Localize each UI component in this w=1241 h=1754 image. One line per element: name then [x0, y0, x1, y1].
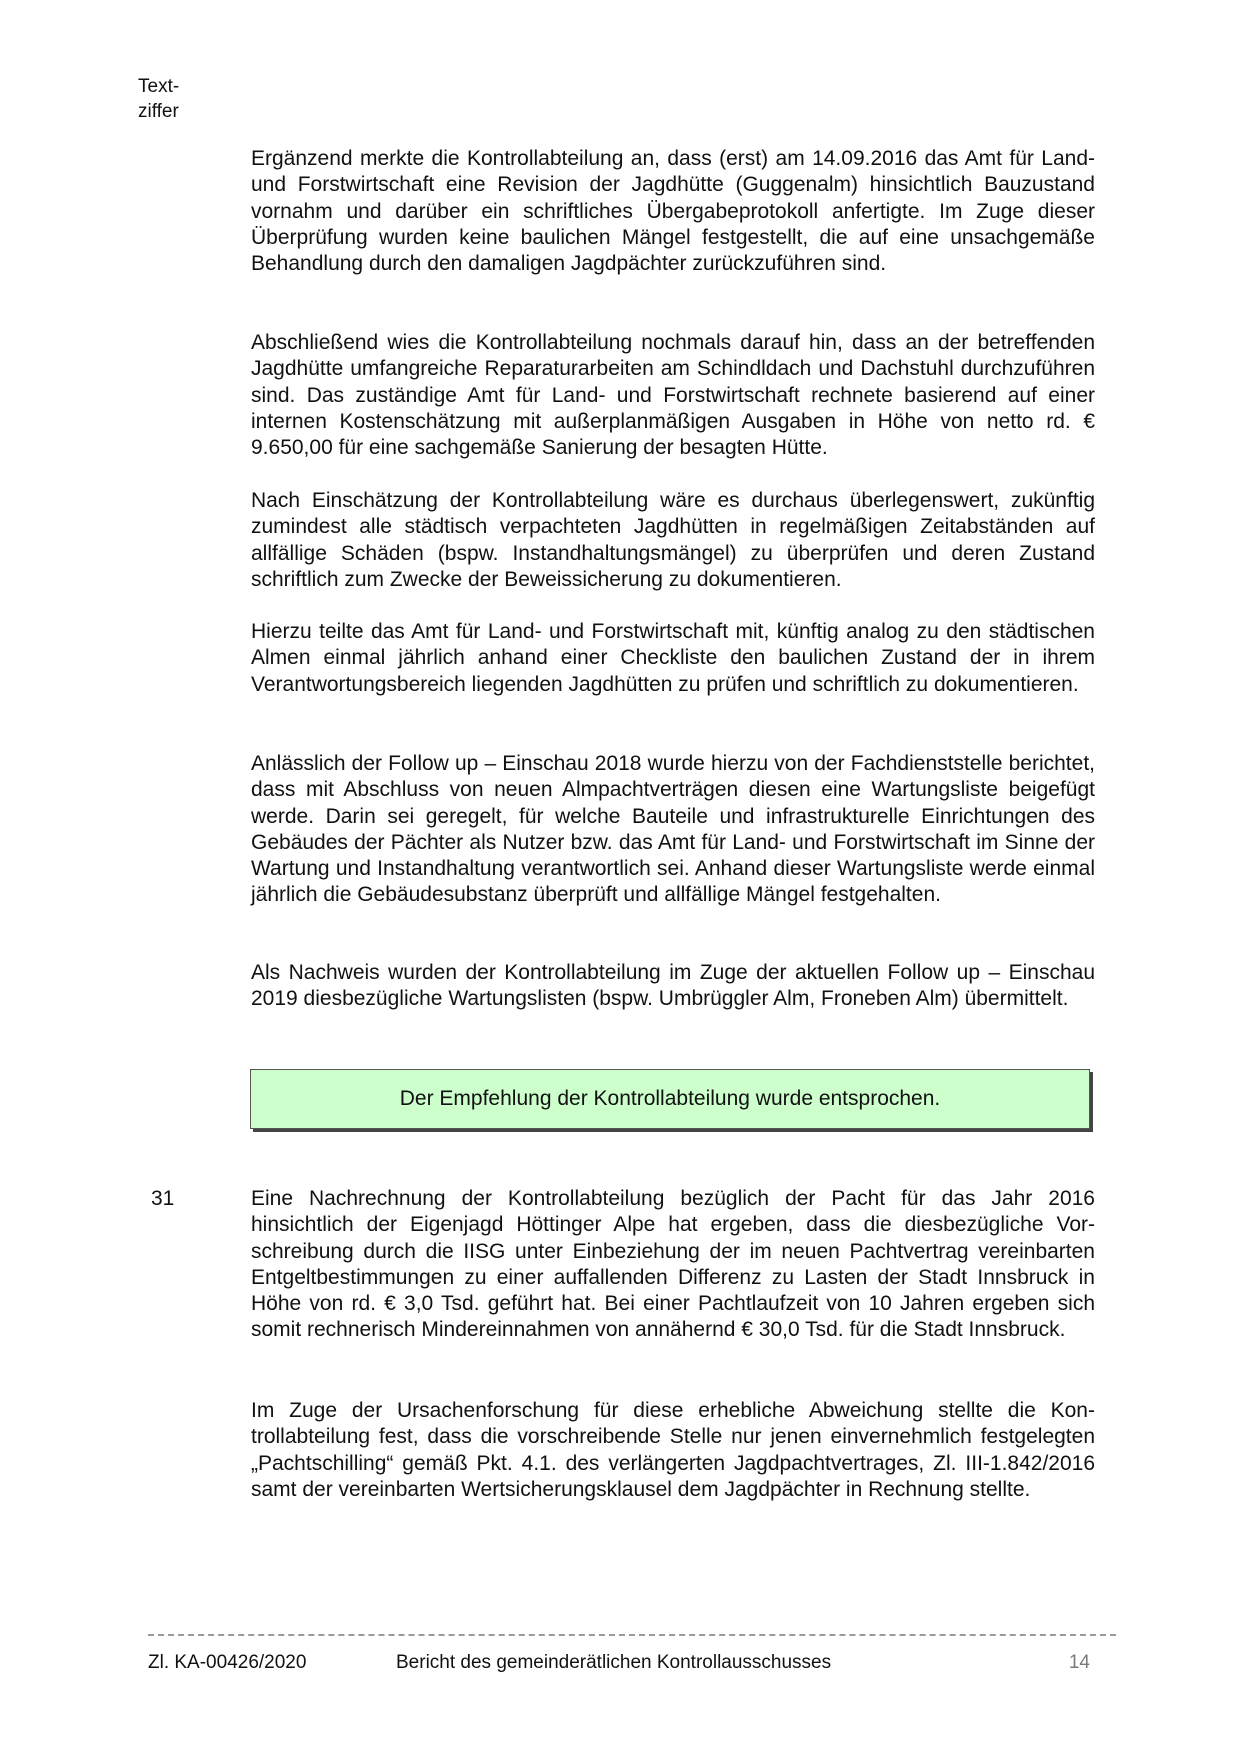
paragraph-response: Hierzu teilte das Amt für Land- und Forstwirtschaft mit, künftig analog zu den städtischen Almen einmal jährlich anhand einer Checkliste den baulichen Zustand der in ihrem Verantwortungsbereich liegenden Jagdhütten zu prüfen und schriftlich zu dokumentieren. — [251, 620, 1095, 696]
paragraph-revision: Ergänzend merkte die Kontrollabteilung an, dass (erst) am 14.09.2016 das Amt für Land- und Forstwirtschaft eine Revision der Jagdhütte (Guggenalm) hinsichtlich Bauzustand vornahm und darüber ein schriftliches Übergabeprotokoll anfertigte. Im Zuge dieser Überprüfung wurden keine baulichen Mängel festgestellt, die auf eine unsachgemäße Behandlung durch den damaligen Jagdpächter zurückzuführen sind. — [251, 147, 1095, 276]
paragraph-root-cause: Im Zuge der Ursachenforschung für diese erhebliche Abweichung stellte die Kontrollabteilung fest, dass die vorschreibende Stelle nur jenen einvernehmlich festgelegten „Pachtschilling“ gemäß Pkt. 4.1. des verlängerten Jagdpachtvertrages, Zl. III-1.842/2016 samt der vereinbarten Wertsicherungsklausel dem Jagdpächter in Rechnung stellte. — [251, 1399, 1095, 1501]
page-number: 14 — [1068, 1652, 1090, 1673]
recommendation-result-text: Der Empfehlung der Kontrollabteilung wurde entsprochen. — [399, 1087, 941, 1110]
footer-title: Bericht des gemeinderätlichen Kontrollausschusses — [396, 1652, 832, 1673]
textziffer-number: 31 — [151, 1187, 175, 1210]
paragraph-assessment: Nach Einschätzung der Kontrollabteilung wäre es durchaus überlegenswert, zukünftig zumindest alle städtisch verpachteten Jagdhütten in regelmäßigen Zeitabständen auf allfällige Schäden (bspw. Instandhaltungsmängel) zu überprüfen und deren Zustand schriftlich zum Zwecke der Beweissicherung zu dokumentieren. — [251, 489, 1095, 591]
paragraph-follow-up-2018: Anlässlich der Follow up – Einschau 2018 wurde hierzu von der Fachdienststelle berichtet, dass mit Abschluss von neuen Almpachtverträgen diesen eine Wartungsliste beigefügt werde. Darin sei geregelt, für welche Bauteile und infrastrukturelle Einrichtungen des Gebäudes der Pächter als Nutzer bzw. das Amt für Land- und Forstwirtschaft im Sinne der Wartung und Instandhaltung verantwortlich sei. Anhand dieser Wartungsliste werde einmal jährlich die Gebäudesubstanz überprüft und allfällige Mängel festgehalten. — [251, 752, 1095, 907]
paragraph-repairs: Abschließend wies die Kontrollabteilung nochmals darauf hin, dass an der betreffenden Jagdhütte umfangreiche Reparaturarbeiten am Schindldach und Dachstuhl durchzuführen sind. Das zuständige Amt für Land- und Forstwirtschaft rechnete basierend auf einer internen Kostenschätzung mit außerplanmäßigen Ausgaben in Höhe von netto rd. € 9.650,00 für eine sachgemäße Sanierung der besagten Hütte. — [251, 331, 1095, 460]
textziffer-label: Text- ziffer — [138, 76, 180, 122]
footer-reference: Zl. KA-00426/2020 — [148, 1652, 307, 1673]
paragraph-follow-up-2019: Als Nachweis wurden der Kontrollabteilung im Zuge der aktuellen Follow up – Einschau 2019 diesbezügliche Wartungslisten (bspw. Umbrüggler Alm, Froneben Alm) übermittelt. — [251, 961, 1095, 1011]
footer-divider — [148, 1634, 1116, 1636]
recommendation-result-box — [250, 1069, 1090, 1129]
paragraph-recalculation: Eine Nachrechnung der Kontrollabteilung bezüglich der Pacht für das Jahr 2016 hinsichtlich der Eigenjagd Höttinger Alpe hat ergeben, dass die diesbezügliche Vorschreibung durch die IISG unter Einbeziehung der im neuen Pachtvertrag vereinbarten Entgeltbestimmungen zu einer auffallenden Differenz zu Lasten der Stadt Innsbruck in Höhe von rd. € 3,0 Tsd. geführt hat. Bei einer Pachtlaufzeit von 10 Jahren ergeben sich somit rechnerisch Mindereinnahmen von annähernd € 30,0 Tsd. für die Stadt Innsbruck. — [251, 1187, 1095, 1342]
